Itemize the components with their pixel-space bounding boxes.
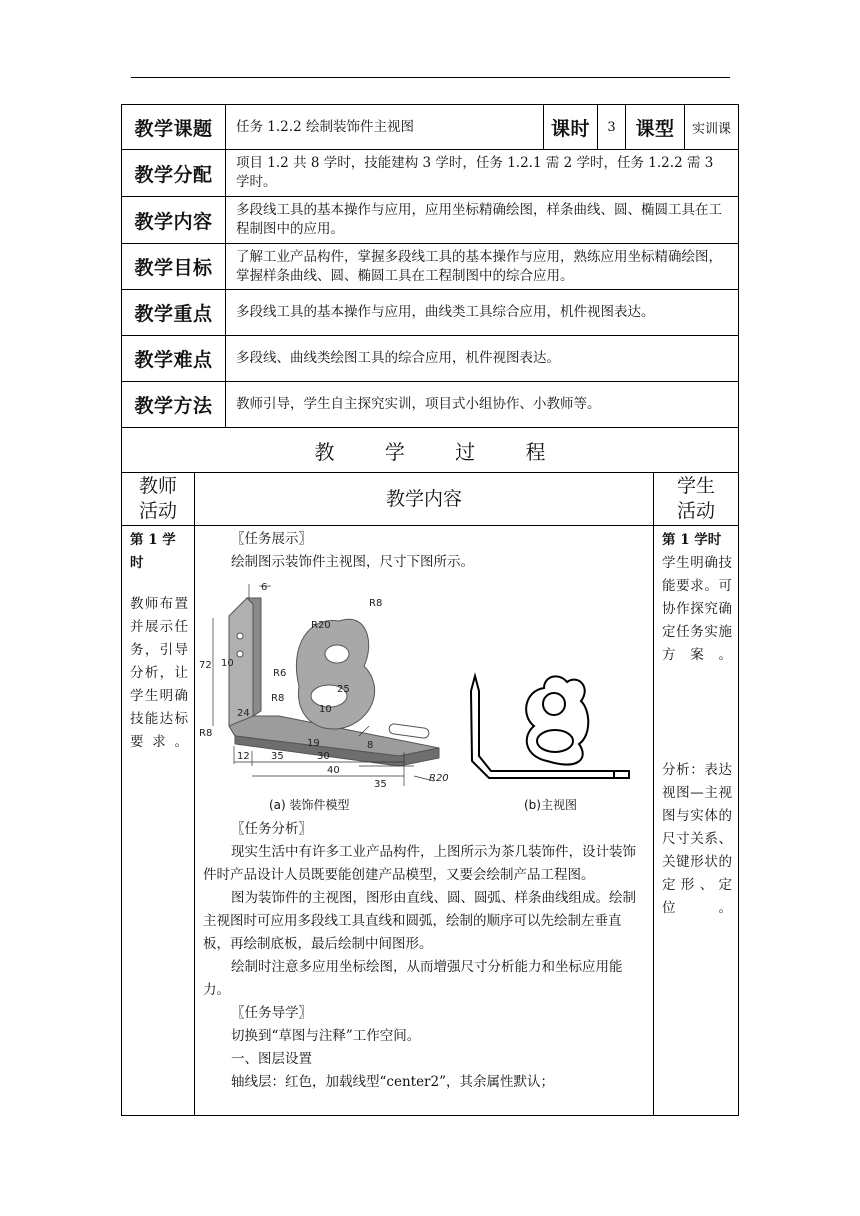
guide-paragraph: 切换到“草图与注释”工作空间。 [231, 1028, 421, 1044]
row-value: 了解工业产品构件，掌握多段线工具的基本操作与应用，熟练应用坐标精确绘图，掌握样条曲线、圆、椭圆工具在工程制图中的综合应用。 [226, 244, 739, 290]
teacher-activity: 教师布置并展示任务，引导分析，让学生明确技能达标要求。 [130, 596, 188, 750]
task-show-heading: 〖任务展示〗 [231, 531, 312, 547]
analysis-paragraph: 绘制时注意多应用坐标绘图，从而增强尺寸分析能力和坐标应用能力。 [203, 959, 623, 998]
dim-label: R20 [311, 620, 331, 631]
topic-label: 教学课题 [122, 105, 226, 150]
row-value: 项目 1.2 共 8 学时，技能建构 3 学时，任务 1.2.1 需 2 学时，任务 1.2.2 需 3 学时。 [226, 150, 739, 197]
task-show-text: 绘制图示装饰件主视图，尺寸下图所示。 [231, 554, 474, 570]
dim-label: 25 [337, 684, 350, 695]
dim-label: R8 [199, 728, 213, 739]
row-label: 教学方法 [122, 382, 226, 428]
dim-label: 35 [374, 779, 387, 790]
student-analysis: 分析：表达视图—主视图与实体的尺寸关系、关键形状的定形、定位。 [662, 762, 733, 916]
header-rule [131, 77, 730, 78]
student-column-header-text: 学生活动 [677, 475, 716, 522]
dim-label: 72 [199, 660, 212, 671]
teacher-column-header-text: 教师活动 [138, 475, 177, 522]
dim-label: R20 [429, 773, 449, 784]
dim-label: R8 [271, 693, 285, 704]
dim-label: R8 [369, 598, 383, 609]
dim-label: 8 [367, 740, 374, 751]
lesson-plan-table [121, 104, 739, 1116]
dim-label: 6 [261, 582, 268, 593]
row-value: 多段线工具的基本操作与应用，应用坐标精确绘图，样条曲线、圆、椭圆工具在工程制图中的应用。 [226, 197, 739, 244]
student-activity: 学生明确技能要求。可协作探究确定任务实施方案。 [662, 555, 733, 663]
row-label: 教学重点 [122, 290, 226, 336]
type-label: 课型 [626, 105, 685, 149]
teacher-column-header [122, 473, 195, 526]
dim-label: 24 [237, 708, 250, 719]
teacher-activity-cell [122, 526, 195, 1116]
dim-label: 10 [319, 704, 332, 715]
decoration-part-figure [199, 576, 659, 816]
caption-front-view: (b)主视图 [524, 798, 577, 812]
front-view-drawing [471, 676, 629, 778]
row-value: 多段线工具的基本操作与应用，曲线类工具综合应用，机件视图表达。 [226, 290, 739, 336]
caption-model: (a) 装饰件模型 [269, 798, 350, 812]
guide-paragraph: 轴线层：红色，加载线型“center2”，其余属性默认； [231, 1074, 555, 1090]
task-guide-heading: 〖任务导学〗 [231, 1005, 312, 1021]
student-hour: 第 1 学时 [662, 532, 722, 548]
row-label: 教学难点 [122, 336, 226, 382]
type-value: 实训课 [692, 121, 732, 137]
figure [199, 576, 646, 816]
row-value: 教师引导，学生自主探究实训，项目式小组协作、小教师等。 [226, 382, 739, 428]
content-column-header: 教学内容 [195, 473, 654, 526]
student-activity-cell [654, 526, 739, 1116]
dim-label: 30 [317, 751, 330, 762]
analysis-paragraph: 图为装饰件的主视图，图形由直线、圆、圆弧、样条曲线组成。绘制主视图时可应用多段线工具直线和圆弧，绘制的顺序可以先绘制左垂直板，再绘制底板，最后绘制中间图形。 [203, 890, 636, 952]
teacher-hour: 第 1 学时 [130, 532, 176, 571]
row-label: 教学内容 [122, 197, 226, 244]
dim-label: 10 [221, 658, 234, 669]
dim-label: R6 [273, 668, 287, 679]
guide-paragraph: 一、图层设置 [231, 1051, 312, 1067]
dim-label: 35 [271, 751, 284, 762]
hours-label: 课时 [544, 105, 598, 149]
student-column-header [654, 473, 739, 526]
task-analysis-heading: 〖任务分析〗 [231, 821, 312, 837]
process-title: 教 学 过 程 [122, 428, 739, 473]
hours-value: 3 [598, 105, 626, 149]
row-value: 多段线、曲线类绘图工具的综合应用，机件视图表达。 [226, 336, 739, 382]
dim-label: 40 [327, 765, 340, 776]
dim-label: 19 [307, 738, 320, 749]
dim-label: 12 [237, 751, 250, 762]
part-model-drawing [229, 598, 439, 766]
content-cell [195, 526, 654, 1116]
analysis-paragraph: 现实生活中有许多工业产品构件，上图所示为茶几装饰件，设计装饰件时产品设计人员既要能创建产品模型，又要会绘制产品工程图。 [203, 844, 636, 883]
row-label: 教学分配 [122, 150, 226, 197]
row-label: 教学目标 [122, 244, 226, 290]
topic-value: 任务 1.2.2 绘制装饰件主视图 [226, 105, 544, 149]
